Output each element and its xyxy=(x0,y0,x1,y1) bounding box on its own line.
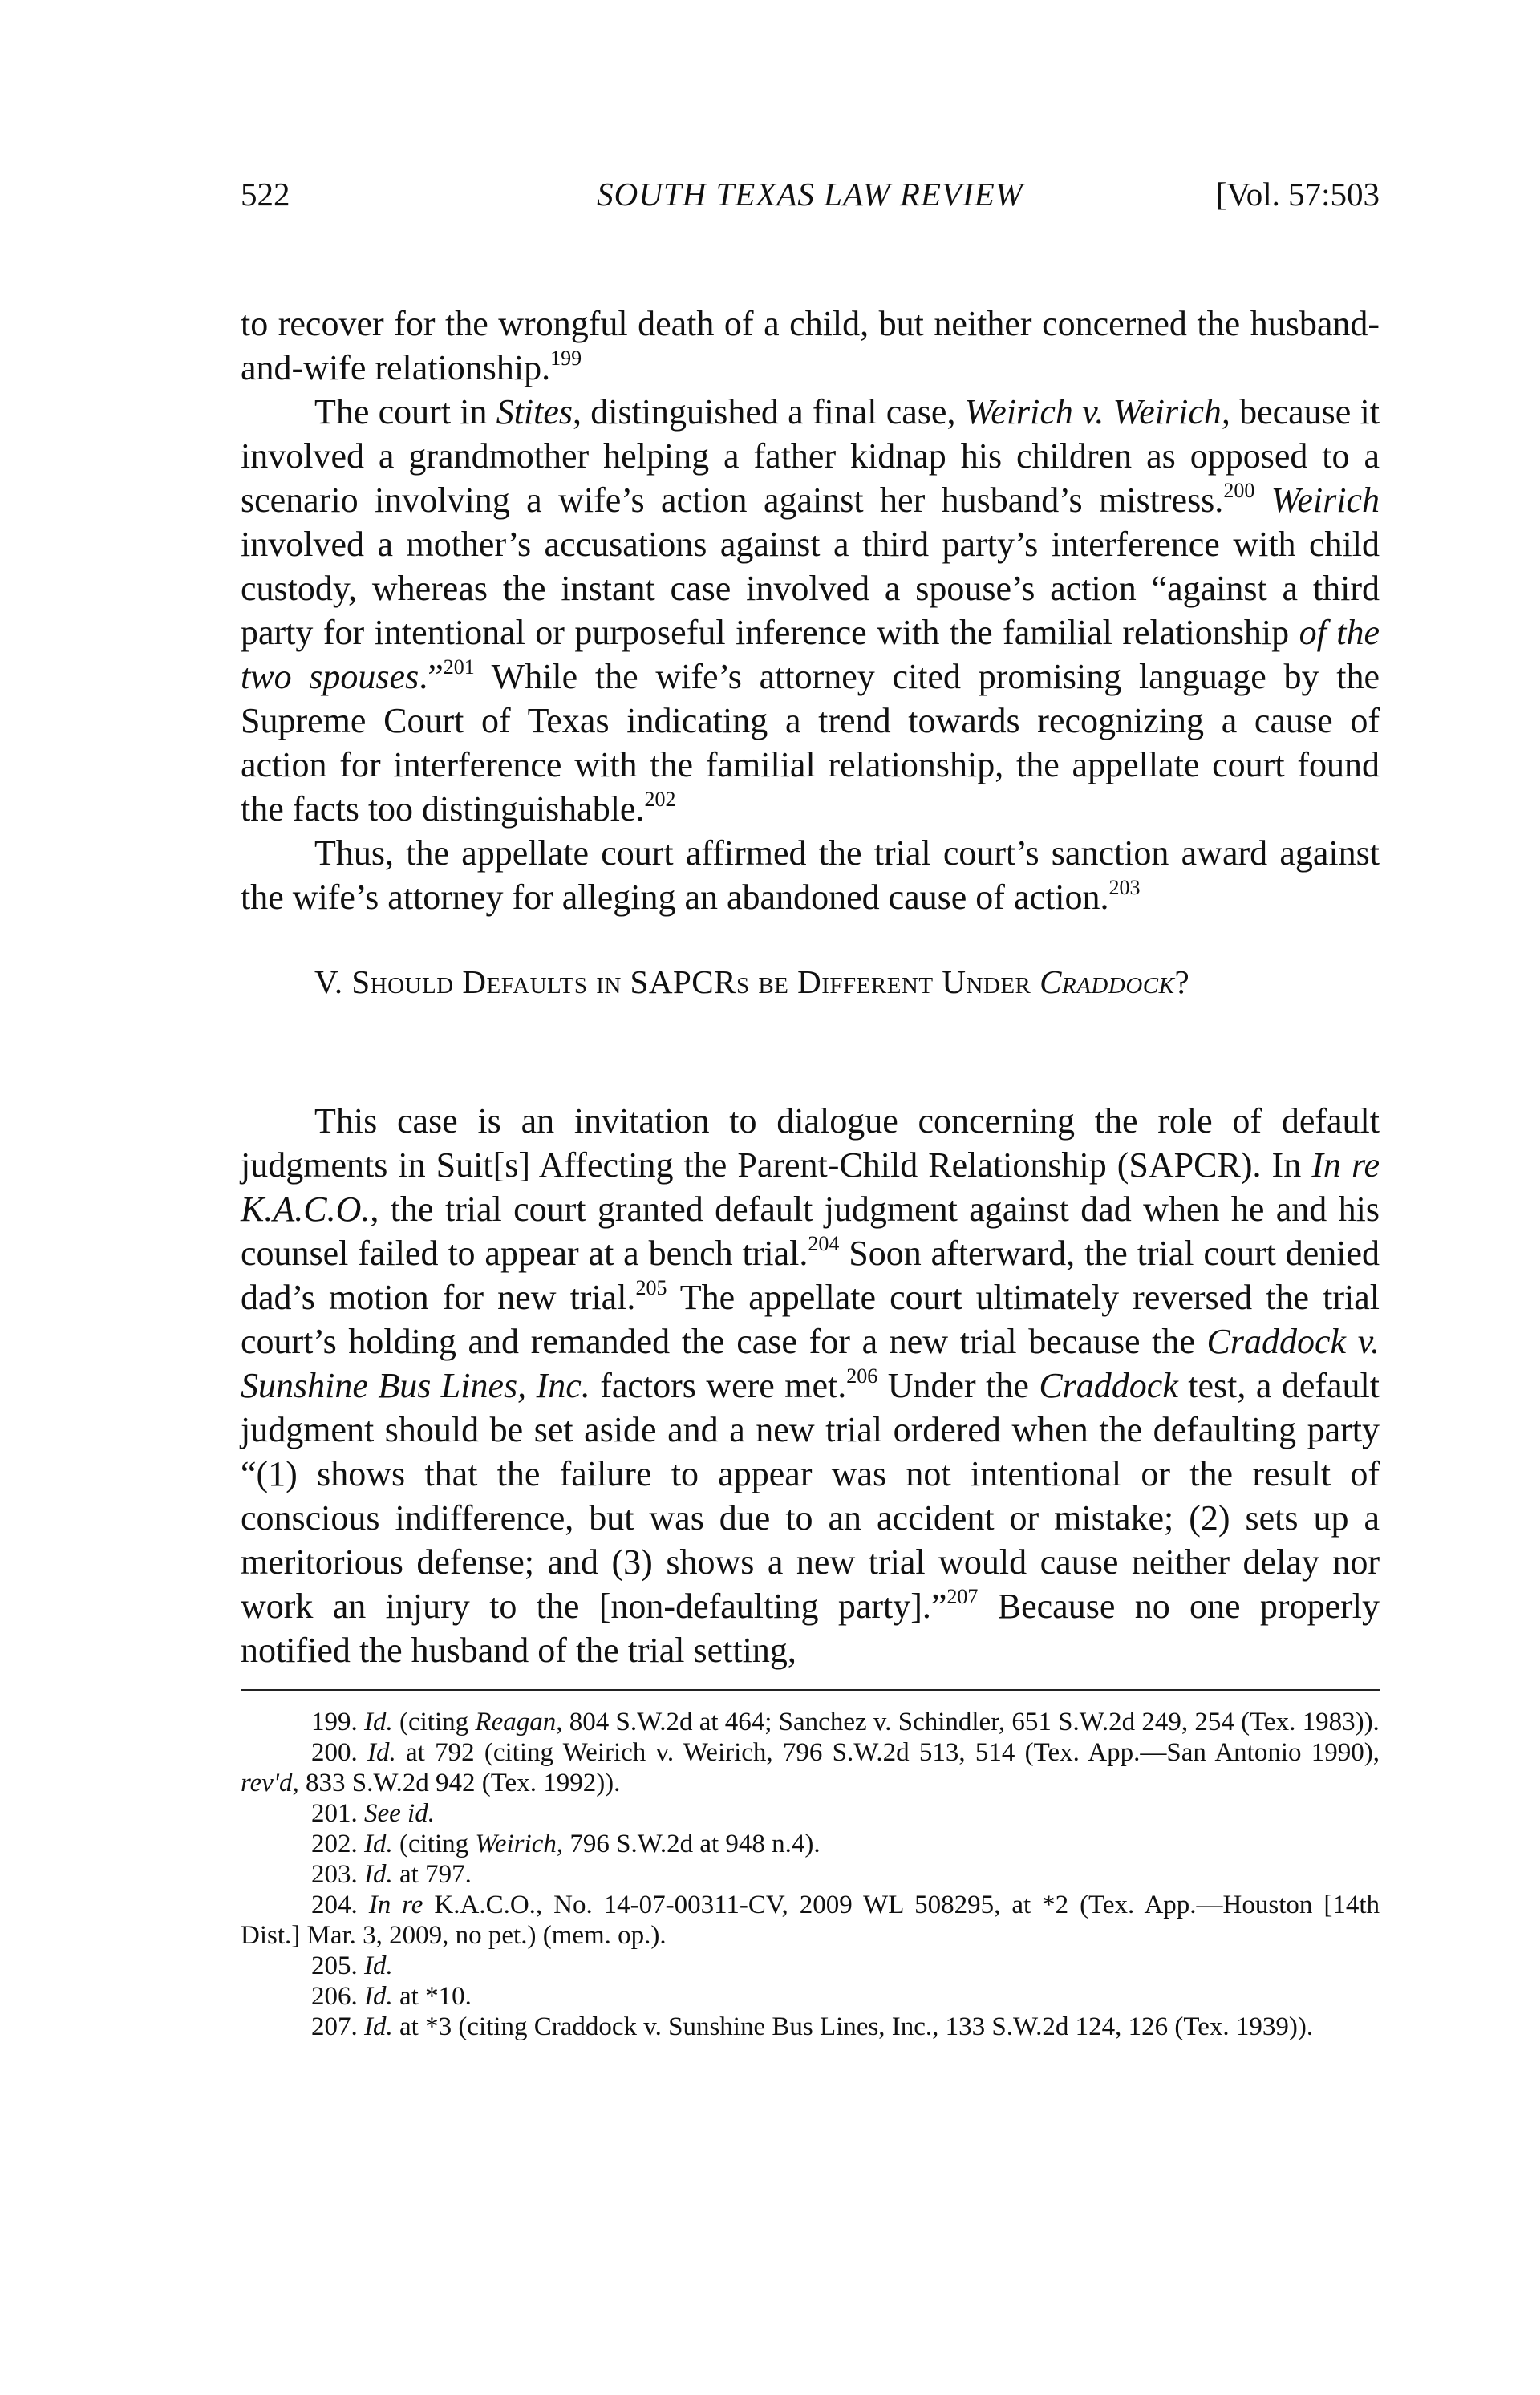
footnote-ref[interactable]: 201 xyxy=(443,655,475,679)
body-section-1 xyxy=(241,302,1380,919)
footnote-203: 203. Id. at 797. xyxy=(311,1860,472,1889)
paragraph: The court in Stites, distinguished a final case, Weirich v. Weirich, because it involved a grandmother helping a father kidnap his children as opposed to a scenario involving a wife’s action against her husband’s mistress.$^{200}$ Weirich involved a mother’s accusations against a third party’s interference with child custody, whereas the instant case involved a spouse’s action “against a third party for intentional or purposeful inference with the familial relationship of the two spouses.”$^{201}$ While the wife’s attorney cited promising language by the Supreme Court of Texas indicating a trend towards recognizing a cause of action for interference with the familial relationship, the appellate court found the facts too distinguishable.$^{202}$ xyxy=(241,392,1380,829)
paragraph: This case is an invitation to dialogue concerning the role of default judgments in Suit[s] Affecting the Parent-Child Relationship (SAPCR). In In re K.A.C.O., the trial court granted default judgment against dad when he and his counsel failed to appear at a bench trial.$^{204}$ Soon afterward, the trial court denied dad’s motion for new trial.$^{205}$ The appellate court ultimately reversed the trial court’s holding and remanded the case for a new trial because the Craddock v. Sunshine Bus Lines, Inc. factors were met.$^{206}$ Under the Craddock test, a default judgment should be set aside and a new trial ordered when the defaulting party “(1) shows that the failure to appear was not intentional or the result of conscious indifference, but was due to an accident or mistake; (2) sets up a meritorious defense; and (3) shows a new trial would cause neither delay nor work an injury to the [non-defaulting party].”$^{207}$ Because no one properly notified the husband of the trial setting, xyxy=(241,1101,1380,1670)
footnote-202: 202. Id. (citing Weirich, 796 S.W.2d at 948 n.4). xyxy=(311,1830,821,1858)
footnote-ref[interactable]: 207 xyxy=(946,1585,979,1608)
footnote-ref[interactable]: 202 xyxy=(644,788,676,811)
footnote-ref[interactable]: 200 xyxy=(1223,479,1255,502)
footnote-205: 205. Id. xyxy=(311,1951,393,1980)
paragraph: to recover for the wrongful death of a child, but neither concerned the husband-and-wife relationship.$^{199}$ xyxy=(241,304,1380,387)
footnote-199: 199. Id. (citing Reagan, 804 S.W.2d at 464; Sanchez v. Schindler, 651 S.W.2d 249, 254 (Tex. 1983)). xyxy=(311,1708,1380,1736)
footnotes xyxy=(241,1707,1380,2042)
footnote-ref[interactable]: 199 xyxy=(550,346,582,370)
page-number: 522 xyxy=(241,176,290,213)
footnote-206: 206. Id. at *10. xyxy=(311,1982,472,2011)
paragraph: Thus, the appellate court affirmed the trial court’s sanction award against the wife’s attorney for alleging an abandoned cause of action.$^{203}$ xyxy=(241,833,1380,917)
footnote-207: 207. Id. at *3 (citing Craddock v. Sunshine Bus Lines, Inc., 133 S.W.2d 124, 126 (Tex. 1939)). xyxy=(311,2012,1314,2041)
footnote-201: 201. See id. xyxy=(311,1799,435,1828)
section-heading: V. Should Defaults in SAPCRs be Different Under Craddock? xyxy=(314,963,1190,1000)
footnote-ref[interactable]: 205 xyxy=(635,1276,667,1299)
journal-title: SOUTH TEXAS LAW REVIEW xyxy=(597,176,1023,213)
running-header xyxy=(241,170,1380,218)
volume-citation: [Vol. 57:503 xyxy=(1215,176,1380,213)
footnote-ref[interactable]: 206 xyxy=(846,1364,878,1388)
footnote-ref[interactable]: 203 xyxy=(1108,876,1141,899)
footnote-ref[interactable]: 204 xyxy=(808,1232,840,1255)
footnote-200: 200. Id. at 792 (citing Weirich v. Weirich, 796 S.W.2d 513, 514 (Tex. App.—San Antonio 1990), rev'd, 833 S.W.2d 942 (Tex. 1992)). xyxy=(241,1738,1380,1797)
footnote-204: 204. In re K.A.C.O., No. 14-07-00311-CV, 2009 WL 508295, at *2 (Tex. App.—Houston [14th Dist.] Mar. 3, 2009, no pet.) (mem. op.). xyxy=(241,1890,1380,1950)
footnote-divider xyxy=(241,1689,1380,1691)
body-section-2 xyxy=(241,1099,1380,1672)
